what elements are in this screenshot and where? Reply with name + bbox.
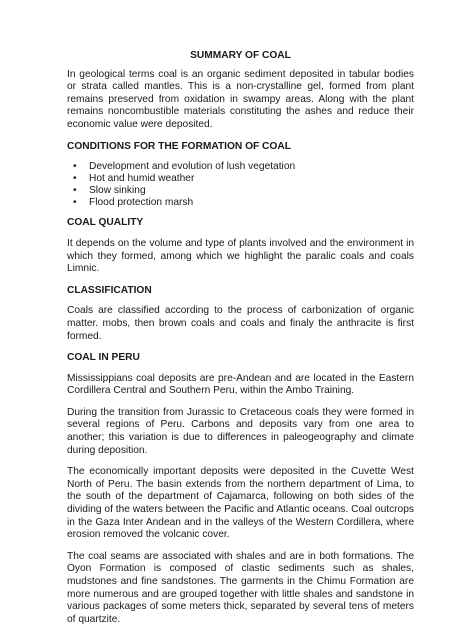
peru-paragraph-1: Mississippians coal deposits are pre-Andean and are located in the Eastern Cordillera Central and Southern Peru, within the Ambo Training. <box>67 372 414 397</box>
document-title: SUMMARY OF COAL <box>190 50 291 61</box>
list-item <box>67 173 414 185</box>
peru-heading: COAL IN PERU <box>67 352 140 364</box>
peru-paragraph-4: The coal seams are associated with shales and are in both formations. The Oyon Formation is composed of clastic sediments such as shales, mudstones and fine sandstones. The garments in the Chimu Formation are more numerous and are grouped together with little shales and sandstone in various packages of some meters thick, separated by several tens of meters of quartzite. <box>67 550 414 625</box>
list-item <box>67 185 414 197</box>
peru-paragraph-3: The economically important deposits were deposited in the Cuvette West North of Peru. The basin extends from the northern department of Lima, to the south of the department of Cajamarca, following on both sides of the dividing of the waters between the Pacific and Atlantic oceans. Coal outcrops in the Gaza Inter Andean and in the valleys of the Western Cordillera, where erosion removed the volcanic cover. <box>67 466 414 541</box>
list-item <box>67 161 414 173</box>
bullet-icon: • <box>73 184 77 196</box>
bullet-icon: • <box>73 161 77 173</box>
classification-paragraph: Coals are classified according to the process of carbonization of organic matter. mobs, then brown coals and coals and finaly the anthracite is first formed. <box>67 305 414 342</box>
peru-paragraph-2: During the transition from Jurassic to Cretaceous coals they were formed in several regions of Peru. Carbons and deposits vary from one area to another; this variation is due to differences in paleogeography and climate during deposition. <box>67 406 414 456</box>
bullet-icon: • <box>73 196 77 208</box>
list-item-text: Development and evolution of lush vegetation <box>89 161 296 173</box>
classification-heading: CLASSIFICATION <box>67 284 152 296</box>
quality-heading: COAL QUALITY <box>67 217 144 229</box>
list-item-text: Flood protection marsh <box>89 196 194 208</box>
conditions-heading: CONDITIONS FOR THE FORMATION OF COAL <box>67 140 291 152</box>
bullet-icon: • <box>73 172 77 184</box>
intro-paragraph: In geological terms coal is an organic sediment deposited in tabular bodies or strata called mantles. This is a non-crystalline gel, formed from plant remains preserved from oxidation in swampy areas. Along with the plant remains noncombustible materials constituting the ashes and reduce their economic value were deposited. <box>67 68 414 130</box>
quality-paragraph: It depends on the volume and type of plants involved and the environment in which they formed, among which we highlight the paralic coals and coals Limnic. <box>67 237 414 275</box>
list-item <box>67 197 414 209</box>
list-item-text: Slow sinking <box>89 184 146 196</box>
list-item-text: Hot and humid weather <box>89 172 195 184</box>
conditions-list <box>67 161 414 208</box>
